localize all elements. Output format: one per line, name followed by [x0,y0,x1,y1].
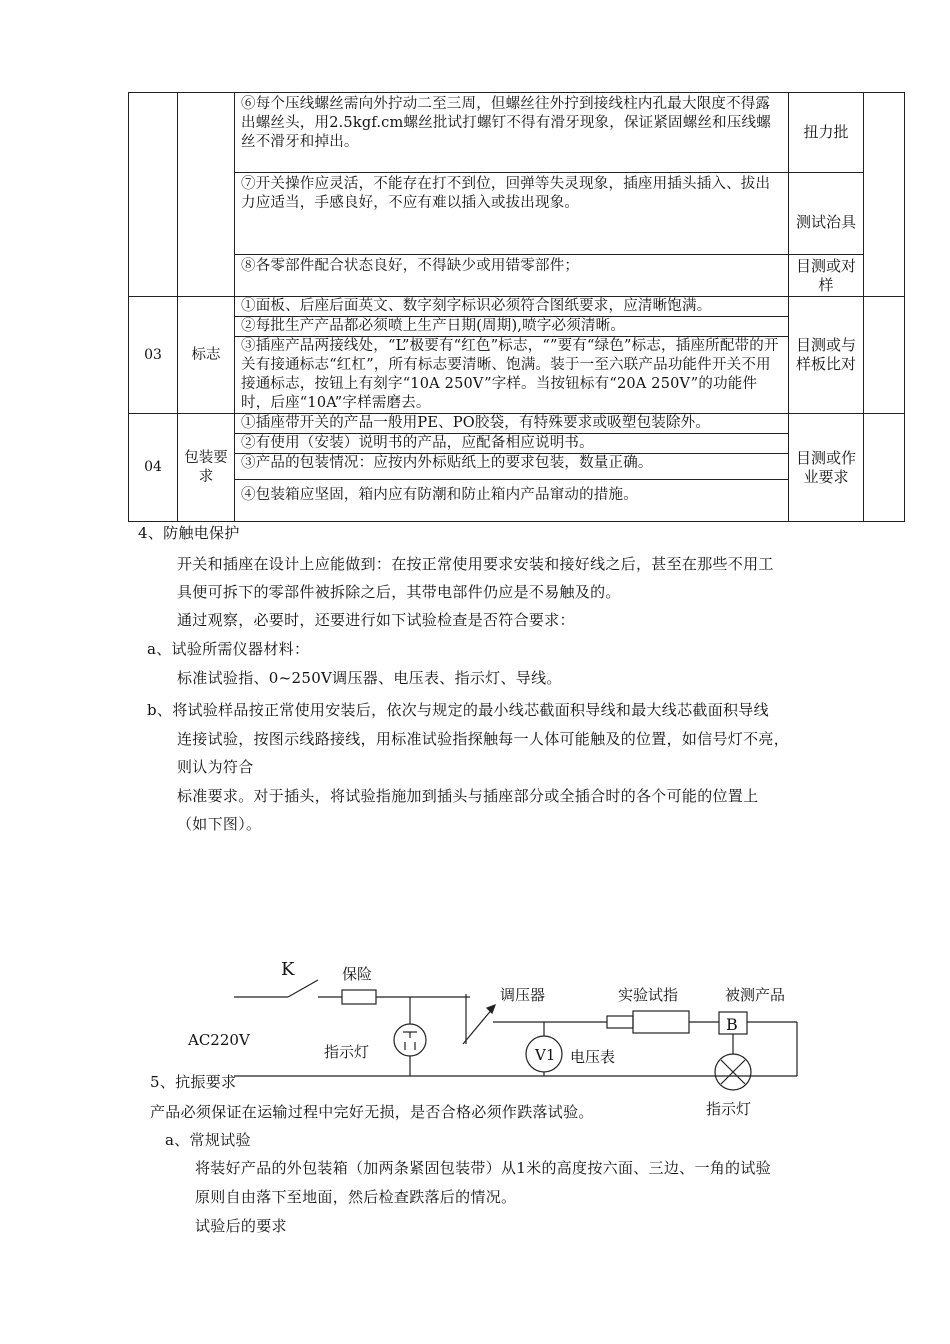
table-row [129,414,905,522]
item-cell [178,414,235,522]
row-number-cell [129,414,178,522]
source-label: AC220V [188,1031,250,1049]
table-row [129,173,905,255]
dut-label: 被测产品 [725,987,786,1004]
tool-text: 扭力批 [803,123,849,141]
requirement-text: ②有使用（安装）说明书的产品，应配备相应说明书。 [235,434,788,454]
requirement-text: ⑦开关操作应灵活，不能存在打不到位，回弹等失灵现象，插座用插头插入、拔出力应适当，手感良好，不应有难以插入或拔出现象。 [241,176,771,211]
switch-k-blade [288,980,318,997]
paragraph-line: 标准试验指、0~250V调压器、电压表、指示灯、导线。 [177,669,562,687]
switch-label: K [281,959,295,980]
paragraph-line: 开关和插座在设计上应能做到：在按正常使用要求安装和接好线之后，甚至在那些不用工 [177,555,774,573]
voltmeter-symbol-text: V1 [535,1046,556,1064]
paragraph-line: 具便可拆下的零部件被拆除之后，其带电部件仍应是不易触及的。 [177,583,621,601]
fuse-symbol [342,990,376,1004]
requirement-text: ③插座产品两接线处，“L”极要有“红色”标志，“”要有“绿色”标志，插座所配带的开关有接通标志“红杠”，所有标志要清晰、饱满。装于一至六联产品功能件开关不用接通标志，按钮上有刻字“10A 250V”字样。当按钮标有“20A 250V”的功能件时，后座“10A”字样需磨去。 [241,338,779,411]
section-4-heading: 4、防触电保护 [138,524,240,542]
subsection-a-heading: a、常规试验 [165,1131,251,1149]
requirement-text: ⑥每个压线螺丝需向外拧动二至三周，但螺丝往外拧到接线柱内孔最大限度不得露出螺丝头，用2.5kgf.cm螺丝批试打螺钉不得有滑牙现象，保证紧固螺丝和压线螺丝不滑牙和掉出。 [241,96,771,150]
tool-cell [789,173,864,255]
remark-cell [864,414,905,522]
item-cell [178,93,235,297]
tool-text: 目测或与样板比对 [795,336,856,373]
voltmeter-label: 电压表 [570,1049,616,1066]
tool-text: 目测或对样 [795,256,856,294]
table-row [129,93,905,173]
test-finger-tip [607,1016,633,1028]
tool-cell [789,255,864,297]
tool-cell [789,93,864,173]
paragraph-line: 试验后的要求 [195,1217,287,1235]
requirement-text: ③产品的包装情况：应按内外标贴纸上的要求包装，数量正确。 [235,454,788,480]
test-finger-label: 实验试指 [618,987,679,1004]
inspection-table [128,92,905,522]
remark-cell [864,297,905,414]
paragraph-line: （如下图）。 [177,815,262,833]
requirement-cell [235,414,789,522]
tool-text: 目测或作业要求 [795,448,856,486]
lamp-1-label: 指示灯 [324,1044,370,1061]
requirement-text: ④包装箱应坚固，箱内应有防潮和防止箱内产品窜动的措施。 [241,487,638,503]
paragraph-line: 则认为符合 [177,758,254,776]
row-number: 03 [144,346,162,363]
table-row [129,297,905,414]
subsection-a-heading: a、试验所需仪器材料： [147,640,310,658]
paragraph-line: 产品必须保证在运输过程中完好无损，是否合格必须作跌落试验。 [150,1103,594,1121]
item-name: 标志 [191,346,221,363]
tool-cell [789,414,864,522]
paragraph-line: 通过观察，必要时，还要进行如下试验检查是否符合要求： [177,611,575,629]
tool-cell [789,297,864,414]
requirement-text: ②每批生产产品都必须喷上生产日期(周期),喷字必须清晰。 [235,317,788,337]
lamp-2-label: 指示灯 [706,1101,752,1118]
regulator-wiper [463,1008,493,1044]
section-5-heading: 5、抗振要求 [150,1073,237,1091]
requirement-cell [235,255,789,297]
row-number: 04 [144,459,162,475]
remark-cell [864,93,905,297]
regulator-arrow [487,1005,495,1013]
subsection-b-line: b、将试验样品按正常使用安装后，依次与规定的最小线芯截面积导线和最大线芯截面积导线 [147,701,769,719]
test-finger-body [633,1011,689,1033]
requirement-cell [235,297,789,414]
requirement-cell [235,93,789,173]
row-number-cell [129,297,178,414]
regulator-label: 调压器 [500,987,546,1004]
paragraph-line: 原则自由落下至地面，然后检查跌落后的情况。 [195,1188,517,1206]
paragraph-line: 标准要求。对于插头，将试验指施加到插头与插座部分或全插合时的各个可能的位置上 [177,787,759,805]
paragraph-line: 将装好产品的外包装箱（加两条紧固包装带）从1米的高度按六面、三边、一角的试验 [195,1159,771,1177]
indicator-lamp-1-symbol [394,1024,426,1056]
paragraph-line: 连接试验，按图示线路接线，用标准试验指探触每一人体可能触及的位置，如信号灯不亮， [177,730,790,748]
requirement-cell [235,173,789,255]
item-cell [178,297,235,414]
tool-text: 测试治具 [795,213,856,231]
requirement-text: ⑧各零部件配合状态良好，不得缺少或用错零部件； [241,258,580,274]
fuse-label: 保险 [342,966,373,983]
dut-symbol: B [726,1015,738,1034]
row-number-cell [129,93,178,297]
table-row [129,255,905,297]
item-name: 包装要求 [184,449,228,485]
requirement-text: ①插座带开关的产品一般用PE、PO胶袋，有特殊要求或吸塑包装除外。 [235,414,788,434]
requirement-text: ①面板、后座后面英文、数字刻字标识必须符合图纸要求，应清晰饱满。 [235,297,788,317]
